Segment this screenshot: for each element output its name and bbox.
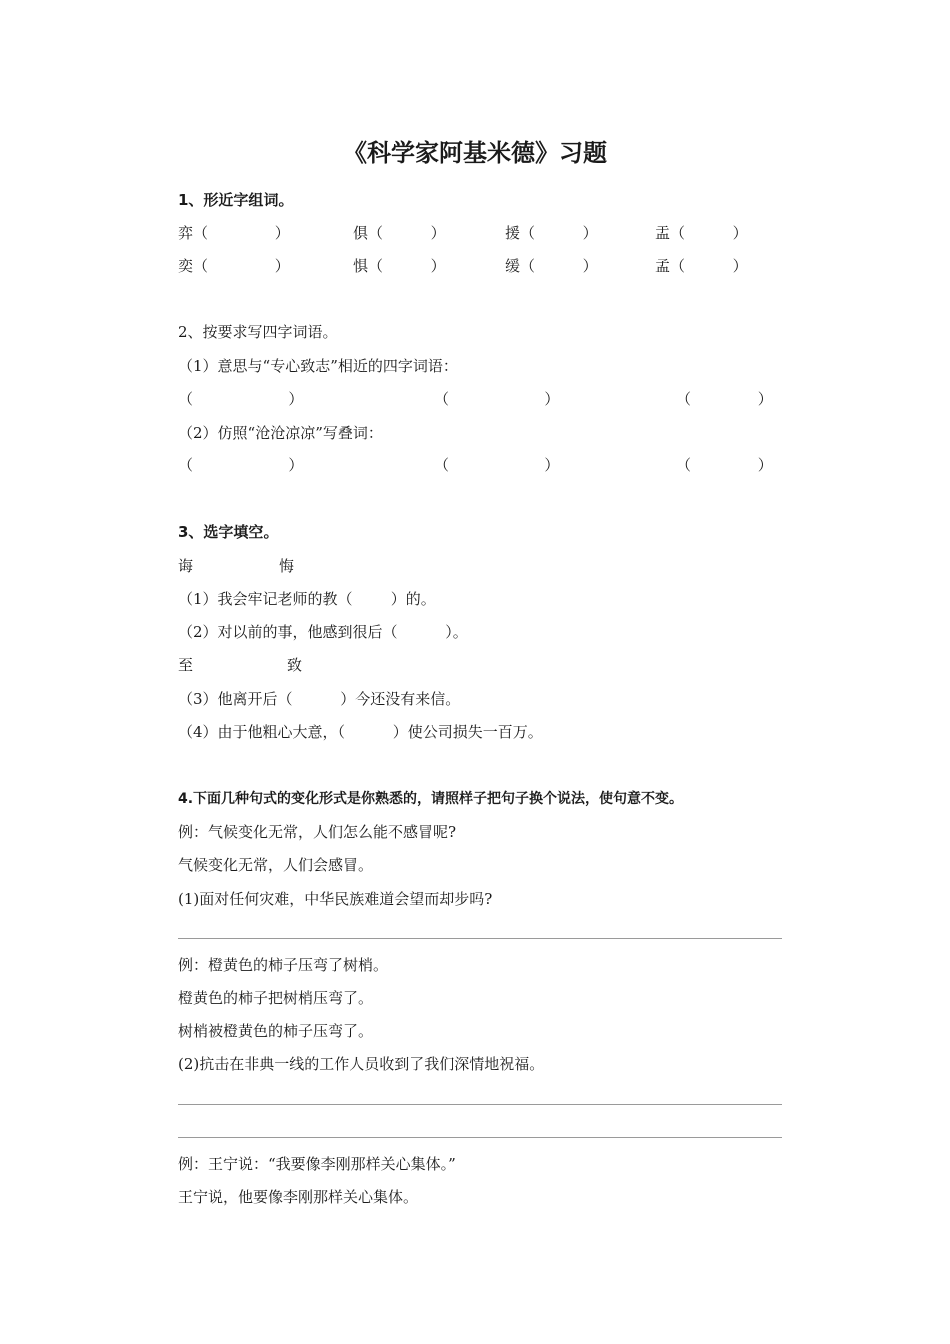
q3-char-zhi2: 致 [287, 656, 303, 674]
q2-blank1-a: （ ） [178, 390, 304, 408]
q4-example2-answer2: 树梢被橙黄色的柿子压弯了。 [178, 1022, 374, 1040]
answer-line-3 [178, 1137, 782, 1138]
page-title: 《科学家阿基米德》习题 [343, 139, 607, 167]
q4-heading: 4.下面几种句式的变化形式是你熟悉的，请照样子把句子换个说法，使句意不变。 [178, 791, 684, 807]
q1-row2-item2: 惧（ ） [353, 257, 446, 275]
q2-heading: 2、按要求写四字词语。 [178, 323, 338, 341]
q1-row2-item3: 缓（ ） [505, 257, 598, 275]
q1-heading: 1、形近字组词。 [178, 191, 294, 209]
answer-line-1 [178, 938, 782, 939]
answer-line-2 [178, 1104, 782, 1105]
q4-example1: 例：气候变化无常，人们怎么能不感冒呢? [178, 823, 457, 841]
q4-example3-answer: 王宁说，他要像李刚那样关心集体。 [178, 1188, 419, 1206]
q4-example1-answer: 气候变化无常，人们会感冒。 [178, 856, 374, 874]
q2-sub1: （1）意思与“专心致志”相近的四字词语： [178, 357, 458, 375]
q1-row2-item1: 奕（ ） [178, 257, 290, 275]
q1-row1-item3: 援（ ） [505, 224, 598, 242]
q4-example2-answer1: 橙黄色的柿子把树梢压弯了。 [178, 989, 374, 1007]
q2-blank1-c: （ ） [676, 390, 773, 408]
q3-char-hui1: 诲 [178, 557, 194, 575]
q2-blank2-a: （ ） [178, 456, 304, 474]
q3-sentence3: （3）他离开后（ ）今还没有来信。 [178, 690, 461, 708]
q1-row1-item1: 弈（ ） [178, 224, 290, 242]
q3-sentence2: （2）对以前的事，他感到很后（ ）。 [178, 623, 468, 641]
q3-char-hui2: 悔 [279, 557, 295, 575]
q4-item2: (2)抗击在非典一线的工作人员收到了我们深情地祝福。 [178, 1055, 545, 1073]
q4-example3: 例：王宁说：“我要像李刚那样关心集体。” [178, 1155, 456, 1173]
q3-heading: 3、选字填空。 [178, 523, 279, 541]
q1-row2-item4: 孟（ ） [655, 257, 748, 275]
q2-blank1-b: （ ） [434, 390, 560, 408]
q4-item1: (1)面对任何灾难，中华民族难道会望而却步吗? [178, 890, 493, 908]
q2-blank2-c: （ ） [676, 456, 773, 474]
q2-blank2-b: （ ） [434, 456, 560, 474]
q3-sentence1: （1）我会牢记老师的教（ ）的。 [178, 590, 436, 608]
q3-sentence4: （4）由于他粗心大意，（ ）使公司损失一百万。 [178, 723, 543, 741]
q1-row1-item2: 俱（ ） [353, 224, 446, 242]
q3-char-zhi1: 至 [178, 656, 194, 674]
q1-row1-item4: 盂（ ） [655, 224, 748, 242]
q2-sub2: （2）仿照“沧沧凉凉”写叠词： [178, 424, 383, 442]
q4-example2: 例：橙黄色的柿子压弯了树梢。 [178, 956, 389, 974]
